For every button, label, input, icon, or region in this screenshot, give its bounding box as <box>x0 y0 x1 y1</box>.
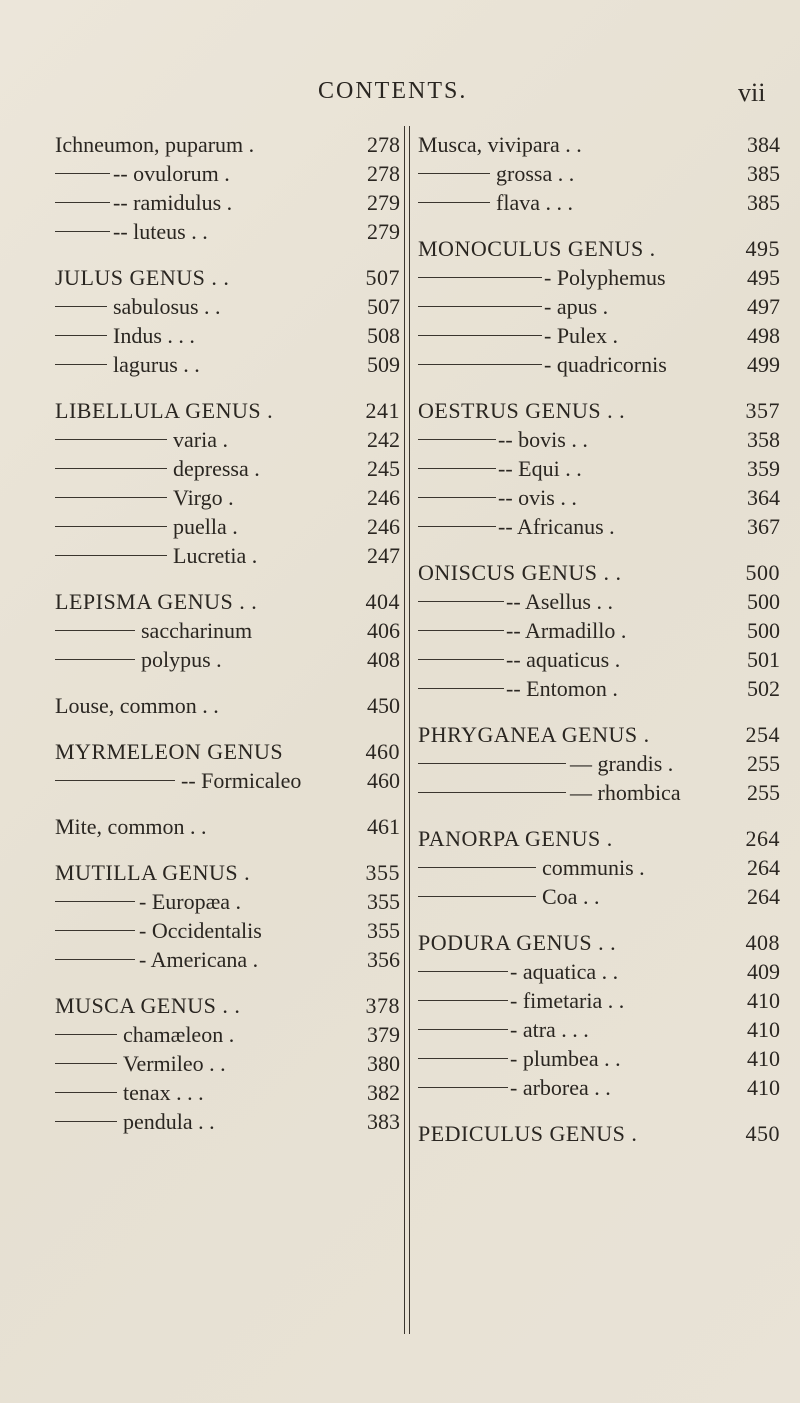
entry-name: Ichneumon, puparum . <box>55 132 255 157</box>
index-entry <box>55 350 400 379</box>
index-entry <box>55 1049 400 1078</box>
ditto-rule <box>418 601 504 602</box>
index-entry <box>55 691 400 720</box>
entry-name: Louse, common . . <box>55 693 219 718</box>
index-entry <box>410 674 780 703</box>
entry-page: 461 <box>367 814 400 839</box>
entry-page: 501 <box>747 647 780 672</box>
index-group-oestrus <box>410 396 780 541</box>
index-entry <box>410 263 780 292</box>
entry-page: 358 <box>747 427 780 452</box>
entry-page: 497 <box>747 294 780 319</box>
entry-page: 364 <box>747 485 780 510</box>
ditto-rule <box>55 1063 117 1064</box>
index-entry <box>55 321 400 350</box>
entry-name: PHRYGANEA GENUS . <box>418 722 650 747</box>
index-entry <box>55 1020 400 1049</box>
entry-page: 278 <box>367 132 400 157</box>
entry-name: -- ovis . . <box>498 485 577 510</box>
entry-page: 382 <box>367 1080 400 1105</box>
entry-name: communis . <box>542 855 645 880</box>
entry-page: 410 <box>747 988 780 1013</box>
index-entry <box>55 645 400 674</box>
entry-page: 409 <box>747 959 780 984</box>
index-entry <box>410 778 780 807</box>
entry-name: - apus . <box>544 294 609 319</box>
entry-name: Virgo . <box>173 485 234 510</box>
index-entry <box>410 882 780 911</box>
ditto-rule <box>418 1058 508 1059</box>
index-group-lepisma <box>55 587 400 674</box>
ditto-rule <box>55 497 167 498</box>
entry-name: -- Entomon . <box>506 676 618 701</box>
entry-name: PANORPA GENUS . <box>418 826 613 851</box>
ditto-rule <box>55 630 135 631</box>
ditto-rule <box>55 335 107 336</box>
entry-page: 500 <box>747 618 780 643</box>
entry-page: 278 <box>367 161 400 186</box>
index-entry <box>410 188 780 217</box>
left-column <box>55 130 400 1153</box>
entry-page: 355 <box>367 889 400 914</box>
index-entry <box>410 1044 780 1073</box>
entry-name: depressa . <box>173 456 260 481</box>
entry-name: -- Equi . . <box>498 456 582 481</box>
entry-page: 279 <box>367 219 400 244</box>
ditto-rule <box>418 202 490 203</box>
entry-name: -- Asellus . . <box>506 589 613 614</box>
entry-page: 507 <box>367 294 400 319</box>
entry-page: 264 <box>745 826 780 851</box>
ditto-rule <box>55 659 135 660</box>
index-entry <box>55 916 400 945</box>
entry-page: 378 <box>365 993 400 1018</box>
index-entry <box>410 425 780 454</box>
index-entry <box>55 737 400 766</box>
entry-page: 255 <box>747 780 780 805</box>
index-entry <box>410 928 780 957</box>
index-group-pediculus <box>410 1119 780 1148</box>
index-entry <box>55 396 400 425</box>
ditto-rule <box>418 792 566 793</box>
index-group-phryganea <box>410 720 780 807</box>
entry-name: flava . . . <box>496 190 573 215</box>
index-entry <box>55 130 400 159</box>
index-entry <box>55 263 400 292</box>
index-entry <box>55 945 400 974</box>
index-entry <box>55 1107 400 1136</box>
index-entry <box>410 454 780 483</box>
ditto-rule <box>418 688 504 689</box>
entry-page: 408 <box>745 930 780 955</box>
entry-name: -- ovulorum . <box>113 161 230 186</box>
index-entry <box>410 292 780 321</box>
index-entry <box>410 234 780 263</box>
entry-page: 406 <box>367 618 400 643</box>
entry-page: 385 <box>747 190 780 215</box>
entry-name: -- bovis . . <box>498 427 588 452</box>
index-entry <box>55 1078 400 1107</box>
entry-page: 246 <box>367 514 400 539</box>
entry-page: 241 <box>365 398 400 423</box>
entry-name: - Europæa . <box>139 889 242 914</box>
ditto-rule <box>418 1029 508 1030</box>
right-column <box>410 130 780 1165</box>
index-entry <box>410 824 780 853</box>
entry-name: -- Africanus . <box>498 514 615 539</box>
entry-page: 507 <box>365 265 400 290</box>
ditto-rule <box>55 526 167 527</box>
entry-name: lagurus . . <box>113 352 200 377</box>
entry-name: - atra . . . <box>510 1017 589 1042</box>
index-entry <box>55 887 400 916</box>
entry-name: — grandis . <box>570 751 674 776</box>
ditto-rule <box>418 277 542 278</box>
entry-name: Lucretia . <box>173 543 258 568</box>
index-group-panorpa <box>410 824 780 911</box>
index-entry <box>55 159 400 188</box>
index-entry <box>410 512 780 541</box>
entry-name: - plumbea . . <box>510 1046 621 1071</box>
entry-name: LEPISMA GENUS . . <box>55 589 258 614</box>
index-entry <box>55 425 400 454</box>
index-entry <box>410 558 780 587</box>
entry-name: saccharinum <box>141 618 253 643</box>
entry-page: 357 <box>745 398 780 423</box>
index-entry <box>55 991 400 1020</box>
entry-page: 460 <box>367 768 400 793</box>
entry-page: 380 <box>367 1051 400 1076</box>
entry-name: - fimetaria . . <box>510 988 625 1013</box>
ditto-rule <box>55 1121 117 1122</box>
entry-name: Coa . . <box>542 884 600 909</box>
index-entry <box>410 483 780 512</box>
ditto-rule <box>55 306 107 307</box>
ditto-rule <box>418 173 490 174</box>
index-group-mutilla <box>55 858 400 974</box>
index-group-myrmeleon <box>55 737 400 795</box>
index-group-libellula <box>55 396 400 570</box>
ditto-rule <box>55 1034 117 1035</box>
ditto-rule <box>418 468 496 469</box>
entry-name: -- Armadillo . <box>506 618 627 643</box>
entry-name: MUSCA GENUS . . <box>55 993 241 1018</box>
entry-name: polypus . <box>141 647 222 672</box>
index-group-monoculus <box>410 234 780 379</box>
index-entry <box>410 1015 780 1044</box>
entry-name: MUTILLA GENUS . <box>55 860 251 885</box>
entry-name: JULUS GENUS . . <box>55 265 230 290</box>
index-entry <box>55 483 400 512</box>
entry-page: 246 <box>367 485 400 510</box>
index-entry <box>410 720 780 749</box>
entry-page: 408 <box>367 647 400 672</box>
column-rule <box>404 126 405 1334</box>
entry-page: 498 <box>747 323 780 348</box>
entry-page: 410 <box>747 1075 780 1100</box>
index-entry <box>410 957 780 986</box>
index-entry <box>55 766 400 795</box>
entry-name: -- aquaticus . <box>506 647 621 672</box>
entry-page: 509 <box>367 352 400 377</box>
index-entry <box>410 645 780 674</box>
entry-name: grossa . . <box>496 161 575 186</box>
entry-name: — rhombica <box>570 780 681 805</box>
index-entry <box>55 812 400 841</box>
index-entry <box>410 1119 780 1148</box>
entry-page: 500 <box>745 560 780 585</box>
index-entry <box>410 749 780 778</box>
entry-name: Mite, common . . <box>55 814 207 839</box>
ditto-rule <box>418 630 504 631</box>
entry-name: ONISCUS GENUS . . <box>418 560 622 585</box>
index-entry <box>55 858 400 887</box>
index-group-podura <box>410 928 780 1102</box>
ditto-rule <box>55 930 135 931</box>
entry-page: 499 <box>747 352 780 377</box>
ditto-rule <box>418 971 508 972</box>
index-entry <box>410 986 780 1015</box>
ditto-rule <box>418 364 542 365</box>
entry-page: 404 <box>365 589 400 614</box>
ditto-rule <box>55 1092 117 1093</box>
entry-page: 264 <box>747 884 780 909</box>
entry-page: 355 <box>367 918 400 943</box>
ditto-rule <box>418 306 542 307</box>
ditto-rule <box>55 364 107 365</box>
ditto-rule <box>55 468 167 469</box>
entry-name: OESTRUS GENUS . . <box>418 398 626 423</box>
entry-name: -- luteus . . <box>113 219 208 244</box>
index-entry <box>55 616 400 645</box>
index-entry <box>55 512 400 541</box>
entry-page: 385 <box>747 161 780 186</box>
index-entry <box>55 188 400 217</box>
entry-page: 356 <box>367 947 400 972</box>
entry-name: varia . <box>173 427 228 452</box>
entry-name: pendula . . <box>123 1109 215 1134</box>
entry-page: 450 <box>745 1121 780 1146</box>
entry-name: - quadricornis <box>544 352 667 377</box>
index-entry <box>55 217 400 246</box>
index-group-julus <box>55 263 400 379</box>
entry-name: PEDICULUS GENUS . <box>418 1121 638 1146</box>
page-header <box>0 78 800 114</box>
entry-name: LIBELLULA GENUS . <box>55 398 274 423</box>
index-group-oniscus <box>410 558 780 703</box>
ditto-rule <box>418 1087 508 1088</box>
entry-name: Indus . . . <box>113 323 195 348</box>
index-entry <box>410 130 780 159</box>
index-entry <box>55 292 400 321</box>
entry-name: - aquatica . . <box>510 959 619 984</box>
entry-page: 495 <box>745 236 780 261</box>
ditto-rule <box>55 173 110 174</box>
entry-name: puella . <box>173 514 238 539</box>
entry-name: -- ramidulus . <box>113 190 233 215</box>
ditto-rule <box>418 763 566 764</box>
ditto-rule <box>55 959 135 960</box>
index-entry <box>55 454 400 483</box>
page-number: vii <box>738 78 766 107</box>
entry-name: Musca, vivipara . . <box>418 132 582 157</box>
entry-page: 245 <box>367 456 400 481</box>
entry-page: 410 <box>747 1046 780 1071</box>
entry-page: 384 <box>747 132 780 157</box>
entry-name: - Americana . <box>139 947 259 972</box>
entry-page: 383 <box>367 1109 400 1134</box>
running-title: CONTENTS. <box>318 78 468 104</box>
ditto-rule <box>418 497 496 498</box>
entry-name: - Polyphemus <box>544 265 666 290</box>
index-entry <box>410 587 780 616</box>
ditto-rule <box>55 901 135 902</box>
entry-page: 379 <box>367 1022 400 1047</box>
ditto-rule <box>418 526 496 527</box>
ditto-rule <box>418 896 536 897</box>
index-entry <box>55 541 400 570</box>
entry-page: 279 <box>367 190 400 215</box>
entry-page: 247 <box>367 543 400 568</box>
entry-name: chamæleon . <box>123 1022 235 1047</box>
entry-name: -- Formicaleo <box>181 768 302 793</box>
index-group-louse <box>55 691 400 720</box>
entry-name: - Occidentalis <box>139 918 262 943</box>
index-group-musca-cont <box>410 130 780 217</box>
entry-name: tenax . . . <box>123 1080 204 1105</box>
entry-page: 254 <box>745 722 780 747</box>
entry-page: 255 <box>747 751 780 776</box>
entry-page: 355 <box>365 860 400 885</box>
ditto-rule <box>418 439 496 440</box>
ditto-rule <box>55 780 175 781</box>
index-entry <box>55 587 400 616</box>
entry-page: 500 <box>747 589 780 614</box>
entry-page: 508 <box>367 323 400 348</box>
index-entry <box>410 853 780 882</box>
entry-page: 460 <box>365 739 400 764</box>
index-group-ichneumon <box>55 130 400 246</box>
index-entry <box>410 321 780 350</box>
index-entry <box>410 616 780 645</box>
ditto-rule <box>418 335 542 336</box>
entry-name: MYRMELEON GENUS <box>55 739 284 764</box>
ditto-rule <box>55 231 110 232</box>
index-group-musca <box>55 991 400 1136</box>
entry-page: 495 <box>747 265 780 290</box>
entry-name: PODURA GENUS . . <box>418 930 617 955</box>
entry-name: MONOCULUS GENUS . <box>418 236 656 261</box>
entry-page: 502 <box>747 676 780 701</box>
index-entry <box>410 1073 780 1102</box>
entry-page: 264 <box>747 855 780 880</box>
ditto-rule <box>55 202 110 203</box>
ditto-rule <box>418 867 536 868</box>
entry-page: 410 <box>747 1017 780 1042</box>
entry-name: - Pulex . <box>544 323 618 348</box>
entry-name: - arborea . . <box>510 1075 611 1100</box>
ditto-rule <box>418 659 504 660</box>
entry-page: 242 <box>367 427 400 452</box>
ditto-rule <box>418 1000 508 1001</box>
entry-page: 450 <box>367 693 400 718</box>
index-entry <box>410 159 780 188</box>
index-entry <box>410 396 780 425</box>
entry-name: sabulosus . . <box>113 294 221 319</box>
entry-page: 359 <box>747 456 780 481</box>
ditto-rule <box>55 555 167 556</box>
entry-page: 367 <box>747 514 780 539</box>
ditto-rule <box>55 439 167 440</box>
entry-name: Vermileo . . <box>123 1051 226 1076</box>
index-group-mite <box>55 812 400 841</box>
index-entry <box>410 350 780 379</box>
